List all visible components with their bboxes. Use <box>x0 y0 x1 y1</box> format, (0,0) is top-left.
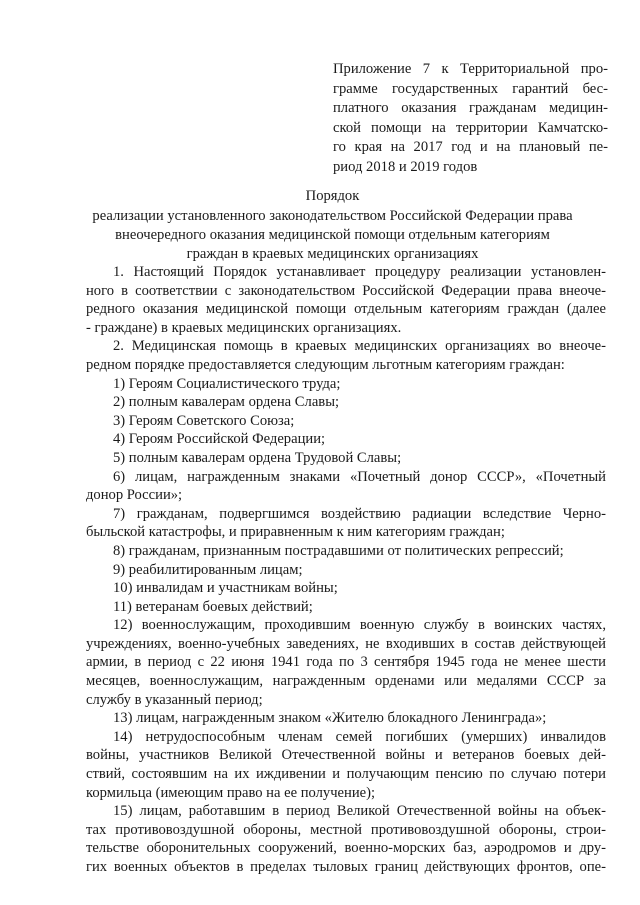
list-item-continuation: войны, участников Великой Отечественной войны и ветеранов боевых дей- <box>86 747 606 764</box>
list-item: 8) гражданам, признанным пострадавшими от политических репрессий; <box>113 542 564 559</box>
list-item-continuation: службу в указанный период; <box>86 691 263 708</box>
list-item: 12) военнослужащим, проходившим военную службу в воинских частях, <box>113 617 606 634</box>
list-item: 11) ветеранам боевых действий; <box>113 598 313 615</box>
paragraph-line: 1. Настоящий Порядок устанавливает процедуру реализации установлен- <box>113 264 606 280</box>
appendix-header <box>333 60 608 178</box>
list-item-continuation: месяцев, военнослужащим, награжденным орденами или медалями СССР за <box>86 673 606 690</box>
title-line: граждан в краевых медицинских организациях <box>186 246 479 262</box>
appendix-line: риод 2018 и 2019 годов <box>333 158 478 175</box>
title-heading: Порядок <box>305 188 360 204</box>
list-item: 5) полным кавалерам ордена Трудовой Славы; <box>113 449 402 466</box>
document-title <box>60 187 605 264</box>
list-item-continuation: тах противовоздушной обороны, местной противовоздушной обороны, строи- <box>86 821 606 838</box>
list-item-continuation: кормильца (имеющим право на ее получение); <box>86 784 376 801</box>
paragraph-line: 2. Медицинская помощь в краевых медицинских организациях во внеоче- <box>113 338 606 355</box>
list-item-continuation: учреждениях, военно-учебных заведениях, не входивших в состав действующей <box>86 635 606 652</box>
list-item: 6) лицам, награжденным знаками «Почетный донор СССР», «Почетный <box>113 468 606 485</box>
paragraph-line: редного оказания медицинской помощи отдельным категориям граждан (далее <box>86 301 606 318</box>
list-item-continuation: тельстве оборонительных сооружений, военно-морских баз, аэродромов и дру- <box>86 840 606 857</box>
appendix-line: платного оказания гражданам медицин- <box>333 100 608 117</box>
list-item-continuation: армии, в период с 22 июня 1941 года по 3 сентября 1945 года не менее шести <box>86 654 606 671</box>
list-item: 14) нетрудоспособным членам семей погибших (умерших) инвалидов <box>113 728 606 745</box>
list-item-continuation: гих военных объектов в пределах тыловых границ действующих фронтов, опе- <box>86 859 606 875</box>
list-item: 7) гражданам, подвергшимся воздействию радиации вследствие Черно- <box>113 505 606 522</box>
title-line: реализации установленного законодательством Российской Федерации права <box>92 208 573 224</box>
list-item: 2) полным кавалерам ордена Славы; <box>113 394 340 411</box>
list-item: 15) лицам, работавшим в период Великой Отечественной войны на объек- <box>113 803 606 820</box>
appendix-line: грамме государственных гарантий бес- <box>333 80 608 97</box>
list-item: 4) Героям Российской Федерации; <box>113 431 326 448</box>
list-item-continuation: ствий, состоявшим на их иждивении и получающим пенсию по случаю потери <box>86 766 606 783</box>
paragraph-line: ного в соответствии с законодательством Российской Федерации права внеоче- <box>86 282 606 299</box>
list-item: 3) Героям Советского Союза; <box>113 412 295 429</box>
appendix-line: го края на 2017 год и на плановый пе- <box>333 139 608 156</box>
title-line: внеочередного оказания медицинской помощи отдельным категориям <box>115 227 550 243</box>
document-body <box>86 263 606 877</box>
list-item-continuation: быльской катастрофы, и приравненным к ним категориям граждан; <box>86 524 505 541</box>
list-item: 1) Героям Социалистического труда; <box>113 375 341 392</box>
list-item: 9) реабилитированным лицам; <box>113 561 303 578</box>
list-item: 13) лицам, награжденным знаком «Жителю блокадного Ленинграда»; <box>113 710 547 727</box>
paragraph-line: редном порядке предоставляется следующим льготным категориям граждан: <box>86 356 565 373</box>
appendix-line: Приложение 7 к Территориальной про- <box>333 61 608 77</box>
appendix-line: ской помощи на территории Камчатско- <box>333 119 608 136</box>
paragraph-line: - граждане) в краевых медицинских организациях. <box>86 319 402 336</box>
list-item: 10) инвалидам и участникам войны; <box>113 580 338 597</box>
list-item-continuation: донор России»; <box>86 487 183 504</box>
